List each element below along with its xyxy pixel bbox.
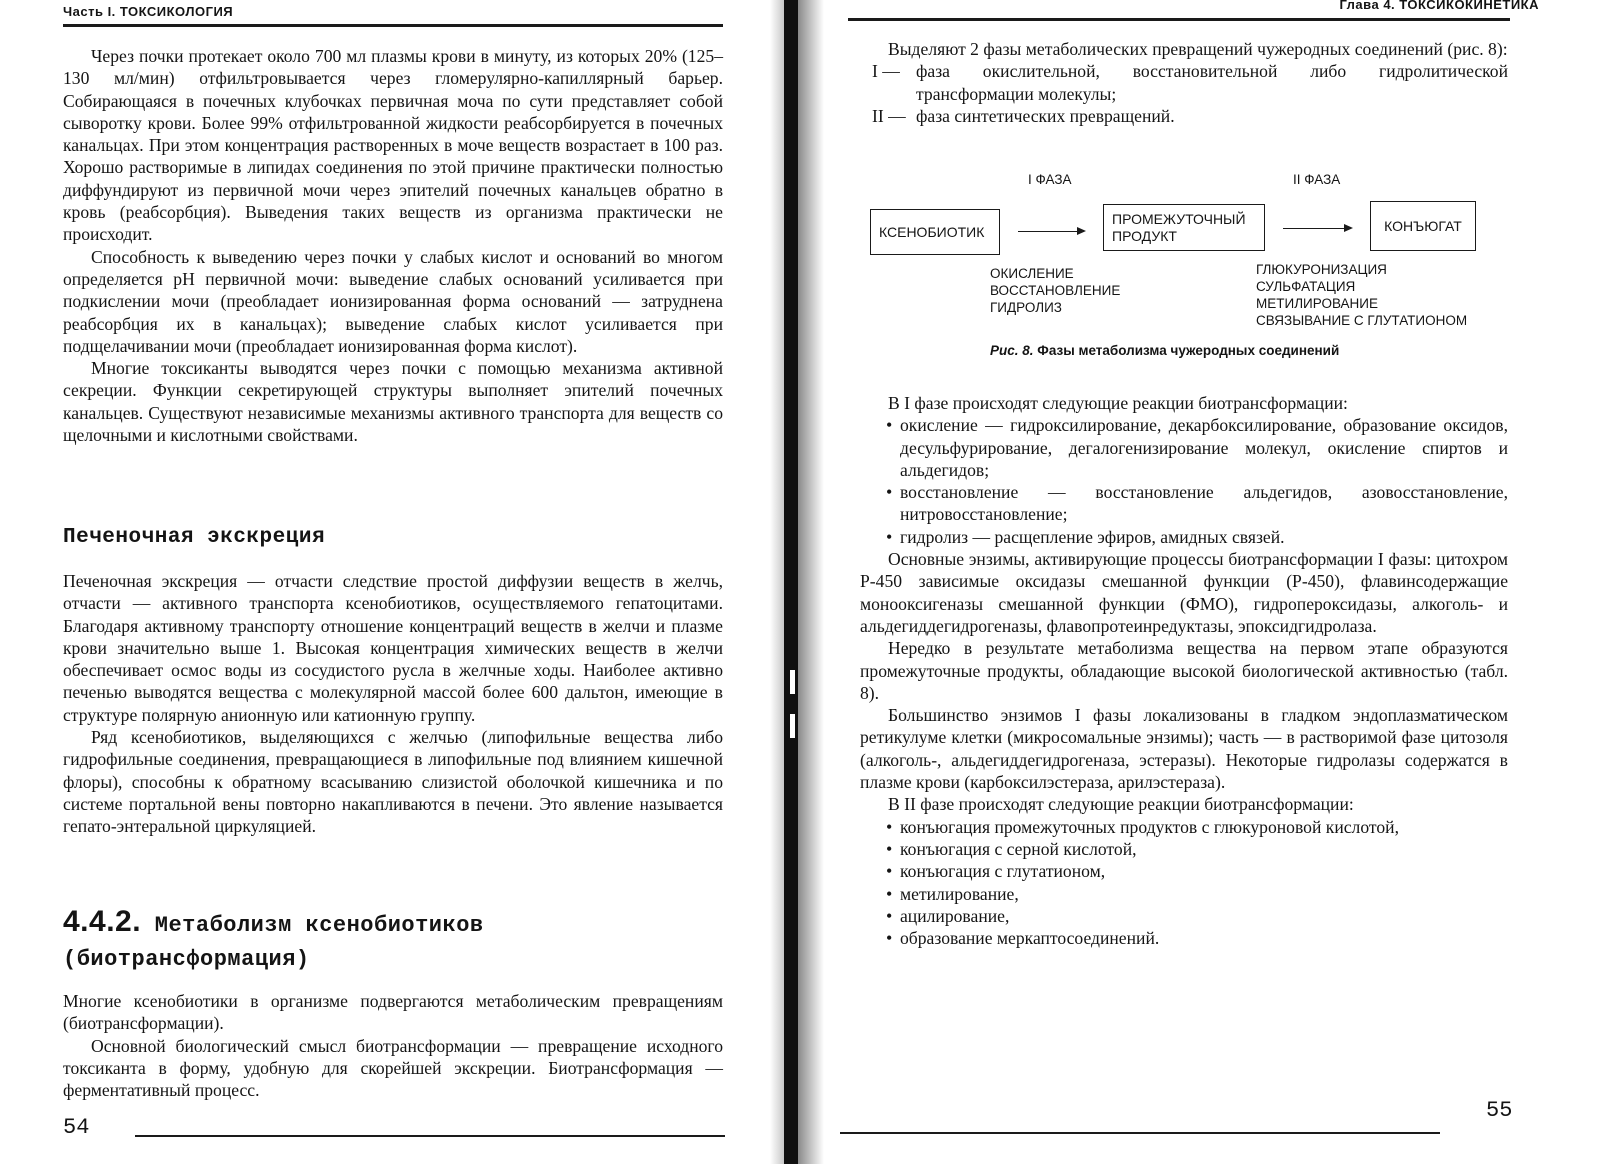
- header-rule-left: [63, 24, 723, 27]
- right-intro-block: [860, 38, 1508, 127]
- list-item: • образование меркаптосоединений.: [860, 927, 1508, 949]
- subsection-heading: [63, 905, 484, 977]
- list-item: • конъюгация промежуточных продуктов с глюкуроновой кислотой,: [860, 816, 1508, 838]
- figure-caption-text: Фазы метаболизма чужеродных соединений: [1037, 343, 1340, 358]
- phase-numeral: I —: [872, 61, 900, 82]
- phase-definition: [860, 60, 1508, 105]
- paragraph: Печеночная экскреция — отчасти следствие простой диффузии веществ в желчь, отчасти — активного транспорта ксенобиотиков, осуществляемого гепатоцитами. Благодаря активному транспорту отношение концентраций веществ в желчи и плазме крови значительно выше 1. Высокая концентрация химических веществ в желчи обеспечивает осмос воды из сосудистого русла в желчные ходы. Наиболее активно печенью выводятся вещества с молекулярной массой более 600 дальтон, имеющие в структуре полярную анионную или катионную группу.: [63, 571, 723, 725]
- phase-text: фаза окислительной, восстановительной либо гидролитической трансформации молекулы;: [916, 61, 1508, 104]
- paragraph: Через почки протекает около 700 мл плазмы крови в минуту, из которых 20% (125–130 мл/мин) отфильтровывается через гломерулярно-капиллярный барьер. Собирающаяся в почечных клубочках первичная моча по сути представляет собой сыворотку крови. Более 99% отфильтрованной жидкости реабсорбируется в почечных канальцах. При этом концентрация растворенных в моче веществ возрастает в 100 раз. Хорошо растворимые в липидах соединения по этой причине практически полностью диффундируют из первичной мочи через эпителий почечных канальцев обратно в кровь (реабсорбция). Выведения таких веществ из организма практически не происходит.: [63, 46, 723, 245]
- arrow-phase-1: [1018, 231, 1084, 232]
- book-gutter: [784, 0, 798, 1164]
- phase-text: фаза синтетических превращений.: [916, 105, 1175, 126]
- paragraph: Основной биологический смысл биотрансформации — превращение исходного токсиканта в форму, удобную для скорейшей экскреции. Биотрансформация — ферментативный процесс.: [63, 1035, 723, 1101]
- footer-rule-left: [135, 1135, 725, 1137]
- arrow-phase-2: [1283, 228, 1351, 229]
- footer-rule-right: [840, 1132, 1440, 1134]
- subsection-title-line-1: Метаболизм ксенобиотиков: [154, 913, 484, 938]
- paragraph: Многие токсиканты выводятся через почки с помощью механизма активной секреции. Функции секретирующей структуры выполняет эпителий почечных канальцев. Существуют независимые механизмы активного транспорта для веществ со щелочными и кислотными свойствами.: [63, 358, 723, 446]
- phase-2-label: II ФАЗА: [1293, 172, 1341, 187]
- figure-caption-prefix: Рис. 8.: [990, 343, 1034, 358]
- paragraph: Способность к выведению через почки у слабых кислот и оснований во многом определяется pH первичной мочи: выведение слабых оснований усиливается при подкислении мочи (преобладает ионизированная форма оснований — затруднена реабсорбция их в канальцах); выведение слабых кислот усиливается при подщелачивании мочи (преобладает ионизированная форма кислот).: [63, 246, 723, 356]
- conjugate-box: КОНЪЮГАТ: [1370, 201, 1476, 251]
- list-item: • метилирование,: [860, 883, 1508, 905]
- running-head-left: Часть I. ТОКСИКОЛОГИЯ: [63, 4, 234, 19]
- phase-numeral: II —: [872, 105, 906, 126]
- page-number-right: 55: [1486, 1098, 1513, 1123]
- phase-1-reactions: ОКИСЛЕНИЕ ВОССТАНОВЛЕНИЕ ГИДРОЛИЗ: [990, 266, 1121, 315]
- phase-1-label: I ФАЗА: [1028, 172, 1072, 187]
- phase-definition: [860, 105, 1508, 127]
- paragraph: Основные энзимы, активирующие процессы биотрансформации I фазы: цитохром Р-450 зависимые оксидазы смешанной функции (Р-450), флавинсодержащие монооксигеназы смешанной функции (ФМО), гидропероксидазы, алкоголь- и альдегиддегидрогеназы, флавопротеинредуктазы, эпоксидгидролаза.: [860, 549, 1508, 636]
- paragraph: Ряд ксенобиотиков, выделяющихся с желчью (липофильные вещества либо гидрофильные соединения, превращающиеся в липофильные под влиянием кишечной флоры), способны к обратному всасыванию слизистой оболочкой кишечника и по системе портальной вены повторно накапливаются в печени. Это явление называется гепато-энтеральной циркуляцией.: [63, 727, 723, 837]
- metabolism-phases-diagram: [870, 168, 1510, 368]
- subsection-number: 4.4.2.: [63, 905, 142, 938]
- list-item: • ацилирование,: [860, 905, 1508, 927]
- paragraph: В I фазе происходят следующие реакции биотрансформации:: [888, 393, 1348, 413]
- subsection-title-line-2: (биотрансформация): [63, 947, 310, 972]
- running-head-right: Глава 4. ТОКСИКОКИНЕТИКА: [1339, 0, 1539, 12]
- phase-1-reaction-list: [860, 414, 1508, 548]
- gutter-mark: [790, 670, 795, 694]
- paragraph: Многие ксенобиотики в организме подвергаются метаболическим превращениям (биотрансформации).: [63, 991, 723, 1034]
- list-item: • конъюгация с глутатионом,: [860, 860, 1508, 882]
- paragraph: Выделяют 2 фазы метаболических превращений чужеродных соединений (рис. 8):: [888, 39, 1508, 59]
- left-text-block-2: [63, 570, 723, 838]
- section-heading: Печеночная экскреция: [63, 526, 326, 549]
- list-item: • окисление — гидроксилирование, декарбоксилирование, образование оксидов, десульфурирование, дегалогенизирование молекул, окисление спиртов и альдегидов;: [860, 414, 1508, 481]
- paragraph: Нередко в результате метаболизма вещества на первом этапе образуются промежуточные продукты, обладающие высокой биологической активностью (табл. 8).: [860, 638, 1508, 703]
- paragraph: Большинство энзимов I фазы локализованы в гладком эндоплазматическом ретикулуме клетки (микросомальные энзимы); часть — в растворимой фазе цитозоля (алкоголь-, альдегиддегидрогеназа, эстеразы). Некоторые гидролазы содержатся в плазме крови (карбоксилэстераза, арилэстераза).: [860, 705, 1508, 793]
- phase-2-reactions: ГЛЮКУРОНИЗАЦИЯ СУЛЬФАТАЦИЯ МЕТИЛИРОВАНИЕ СВЯЗЫВАНИЕ С ГЛУТАТИОНОМ: [1256, 262, 1468, 328]
- list-item: • гидролиз — расщепление эфиров, амидных связей.: [860, 526, 1508, 548]
- right-text-block: [860, 392, 1508, 949]
- intermediate-product-box: ПРОМЕЖУТОЧНЫЙ ПРОДУКТ: [1103, 204, 1265, 251]
- page-number-left: 54: [63, 1115, 90, 1140]
- header-rule-right: [848, 18, 1510, 21]
- gutter-mark: [790, 714, 795, 738]
- list-item: • восстановление — восстановление альдегидов, азовосстановление, нитровосстановление;: [860, 481, 1508, 526]
- paragraph: В II фазе происходят следующие реакции биотрансформации:: [888, 794, 1354, 815]
- phase-2-reaction-list: [860, 816, 1508, 950]
- gutter-shadow-right: [798, 0, 824, 1164]
- left-text-block-1: [63, 45, 723, 446]
- left-text-block-3: [63, 990, 723, 1101]
- list-item: • конъюгация с серной кислотой,: [860, 838, 1508, 860]
- figure-caption: [990, 343, 1339, 358]
- xenobiotic-box: КСЕНОБИОТИК: [870, 209, 1000, 255]
